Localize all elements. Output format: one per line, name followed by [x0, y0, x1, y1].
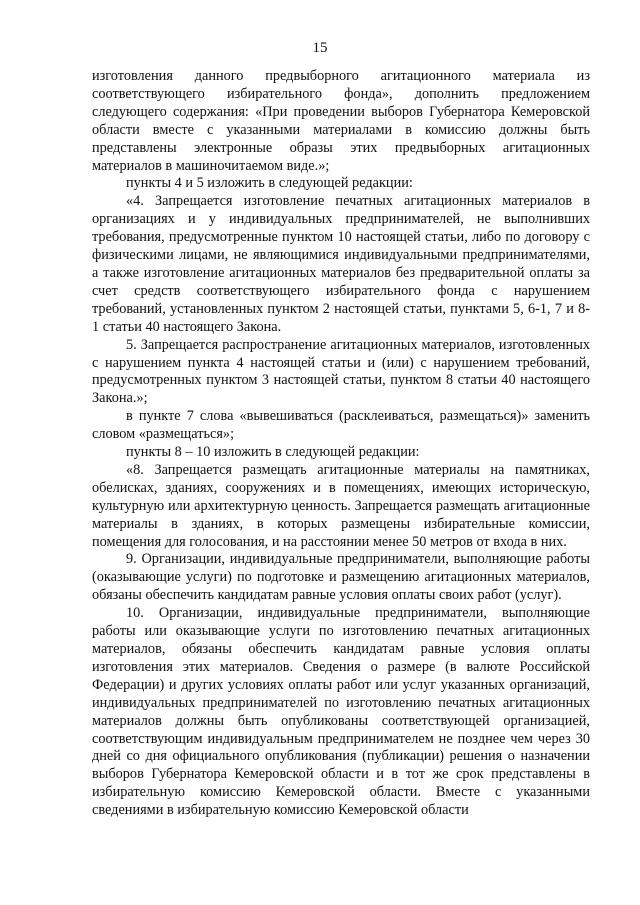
paragraph-item-10: 10. Организации, индивидуальные предприниматели, выполняющие работы или оказывающие услуги по изготовлению печатных агитационных материалов, обязаны обеспечить кандидатам равные условия оплаты изготовления этих материалов. Сведения о размере (в валюте Российской Федерации) и других условиях оплаты работ или услуг указанных организаций, индивидуальных предпринимателей по изготовлению печатных агитационных материалов должны быть опубликованы соответствующей организацией, соответствующим индивидуальным предпринимателем не позднее чем через 30 дней со дня официального опубликования (публикации) решения о назначении выборов Губернатора Кемеровской области и в тот же срок представлены в избирательную комиссию Кемеровской области. Вместе с указанными сведениями в избирательную комиссию Кемеровской области	[92, 605, 590, 819]
paragraph-continuation: изготовления данного предвыборного агитационного материала из соответствующего избирательного фонда», дополнить предложением следующего содержания: «При проведении выборов Губернатора Кемеровской области вместе с указанными материалами в комиссию должны быть представлены электронные образы этих предвыборных агитационных материалов в машиночитаемом виде.»;	[92, 68, 590, 174]
page-number: 15	[312, 40, 328, 56]
paragraph-item-8: «8. Запрещается размещать агитационные материалы на памятниках, обелисках, зданиях, сооружениях и в помещениях, имеющих историческую, культурную или архитектурную ценность. Запрещается размещать агитационные материалы в зданиях, в которых размещены избирательные комиссии, помещения для голосования, и на расстоянии менее 50 метров от входа в них.	[92, 461, 590, 550]
paragraph-amend-items-4-5: пункты 4 и 5 изложить в следующей редакции:	[126, 175, 413, 192]
paragraph-amend-items-8-10: пункты 8 – 10 изложить в следующей редакции:	[126, 444, 420, 461]
paragraph-item-7-amendment: в пункте 7 слова «вывешиваться (расклеиваться, размещаться)» заменить словом «размещаться»;	[92, 408, 590, 443]
document-body	[92, 68, 590, 820]
paragraph-item-5: 5. Запрещается распространение агитационных материалов, изготовленных с нарушением пункта 4 настоящей статьи и (или) с нарушением требований, предусмотренных пунктом 3 настоящей статьи, пунктом 8 статьи 40 настоящего Закона.»;	[92, 336, 590, 407]
paragraph-item-4: «4. Запрещается изготовление печатных агитационных материалов в организациях и у индивидуальных предпринимателей, не выполнивших требования, предусмотренные пунктом 10 настоящей статьи, либо по договору с физическими лицами, не являющимися индивидуальными предпринимателями, а также изготовление агитационных материалов без предварительной оплаты за счет средств соответствующего избирательного фонда с нарушением требований, установленных пунктом 2 настоящей статьи, пунктами 5, 6-1, 7 и 8-1 статьи 40 настоящего Закона.	[92, 193, 590, 335]
paragraph-item-9: 9. Организации, индивидуальные предприниматели, выполняющие работы (оказывающие услуги) по подготовке и размещению агитационных материалов, обязаны обеспечить кандидатам равные условия оплаты своих работ (услуг).	[92, 551, 590, 604]
